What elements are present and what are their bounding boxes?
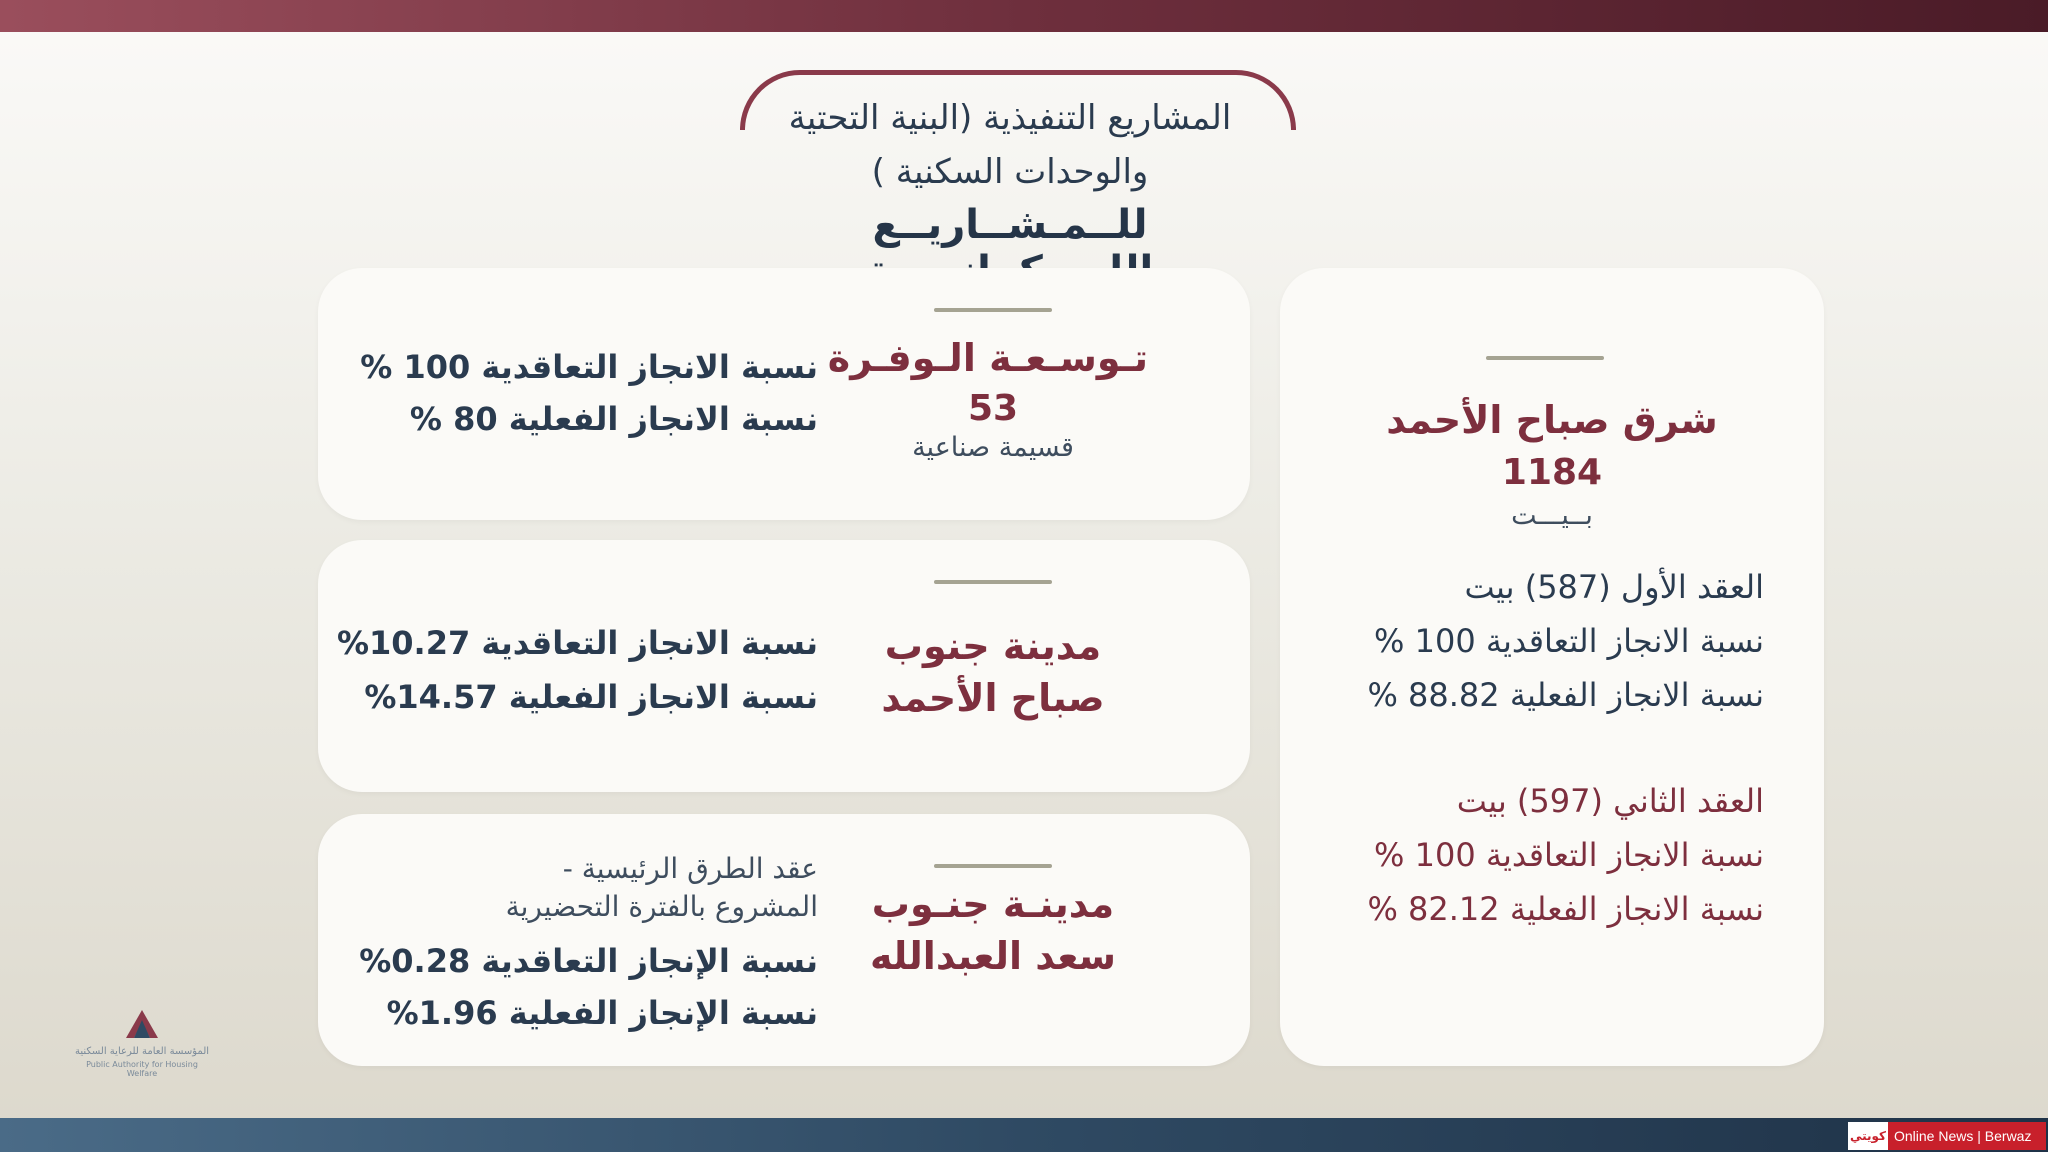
unit-type: بــيـــت — [1511, 500, 1593, 531]
contract-1-title: العقد الأول (587) بيت — [1464, 568, 1764, 606]
contractual-completion: نسبة الإنجاز التعاقدية 0.28% — [359, 942, 818, 980]
project-name-line-2: سعد العبدالله — [869, 934, 1117, 978]
logo-english-text: Public Authority for Housing Welfare — [86, 1060, 198, 1078]
actual-completion: نسبة الانجاز الفعلية 14.57% — [364, 678, 818, 716]
source-text: Online News | Berwaz — [1894, 1128, 2032, 1144]
roads-contract-note: عقد الطرق الرئيسية - — [562, 852, 818, 885]
contract-2-title: العقد الثاني (597) بيت — [1456, 782, 1764, 820]
project-name: شرق صباح الأحمد — [1386, 398, 1718, 442]
card-divider — [934, 580, 1052, 584]
authority-logo — [72, 1010, 212, 1078]
title-line-1: المشاريع التنفيذية (البنية التحتية — [788, 98, 1232, 138]
contract-1-contractual: نسبة الانجاز التعاقدية 100 % — [1374, 622, 1764, 660]
actual-completion: نسبة الانجاز الفعلية 80 % — [409, 400, 818, 438]
top-accent-bar — [0, 0, 2048, 32]
project-name-line-2: صباح الأحمد — [881, 676, 1105, 720]
contract-2-contractual: نسبة الانجاز التعاقدية 100 % — [1374, 836, 1764, 874]
card-east-sabah — [1280, 268, 1824, 1066]
logo-emblem-icon — [122, 1010, 162, 1040]
card-divider — [934, 308, 1052, 312]
card-south-sabah — [318, 540, 1250, 792]
bottom-accent-bar — [0, 1118, 2048, 1152]
logo-arabic-text: المؤسسة العامة للرعاية السكنية — [74, 1046, 210, 1057]
source-watermark-badge — [1848, 1122, 2046, 1150]
unit-type: قسيمة صناعية — [912, 432, 1074, 463]
preparation-phase-note: المشروع بالفترة التحضيرية — [505, 890, 818, 923]
contractual-completion: نسبة الانجاز التعاقدية 100 % — [360, 348, 818, 386]
page-title — [740, 70, 1300, 270]
actual-completion: نسبة الإنجاز الفعلية 1.96% — [386, 994, 818, 1032]
contract-1-actual: نسبة الانجاز الفعلية 88.82 % — [1367, 676, 1764, 714]
card-divider — [1486, 356, 1604, 360]
title-line-2: والوحدات السكنية ) — [871, 152, 1149, 192]
project-name: تـوسـعـة الـوفـرة — [827, 336, 1148, 380]
source-logo-icon: كويتي — [1848, 1122, 1888, 1150]
project-name-line-1: مدينة جنوب — [884, 624, 1102, 668]
unit-count: 1184 — [1501, 452, 1603, 493]
title-line-3: للــمـشــاريــع — [872, 202, 1148, 248]
card-wafra — [318, 268, 1250, 520]
card-south-saad — [318, 814, 1250, 1066]
card-divider — [934, 864, 1052, 868]
contractual-completion: نسبة الانجاز التعاقدية 10.27% — [336, 624, 818, 662]
contract-2-actual: نسبة الانجاز الفعلية 82.12 % — [1367, 890, 1764, 928]
project-name-line-1: مدينـة جنـوب — [871, 882, 1115, 926]
unit-count: 53 — [967, 388, 1019, 429]
